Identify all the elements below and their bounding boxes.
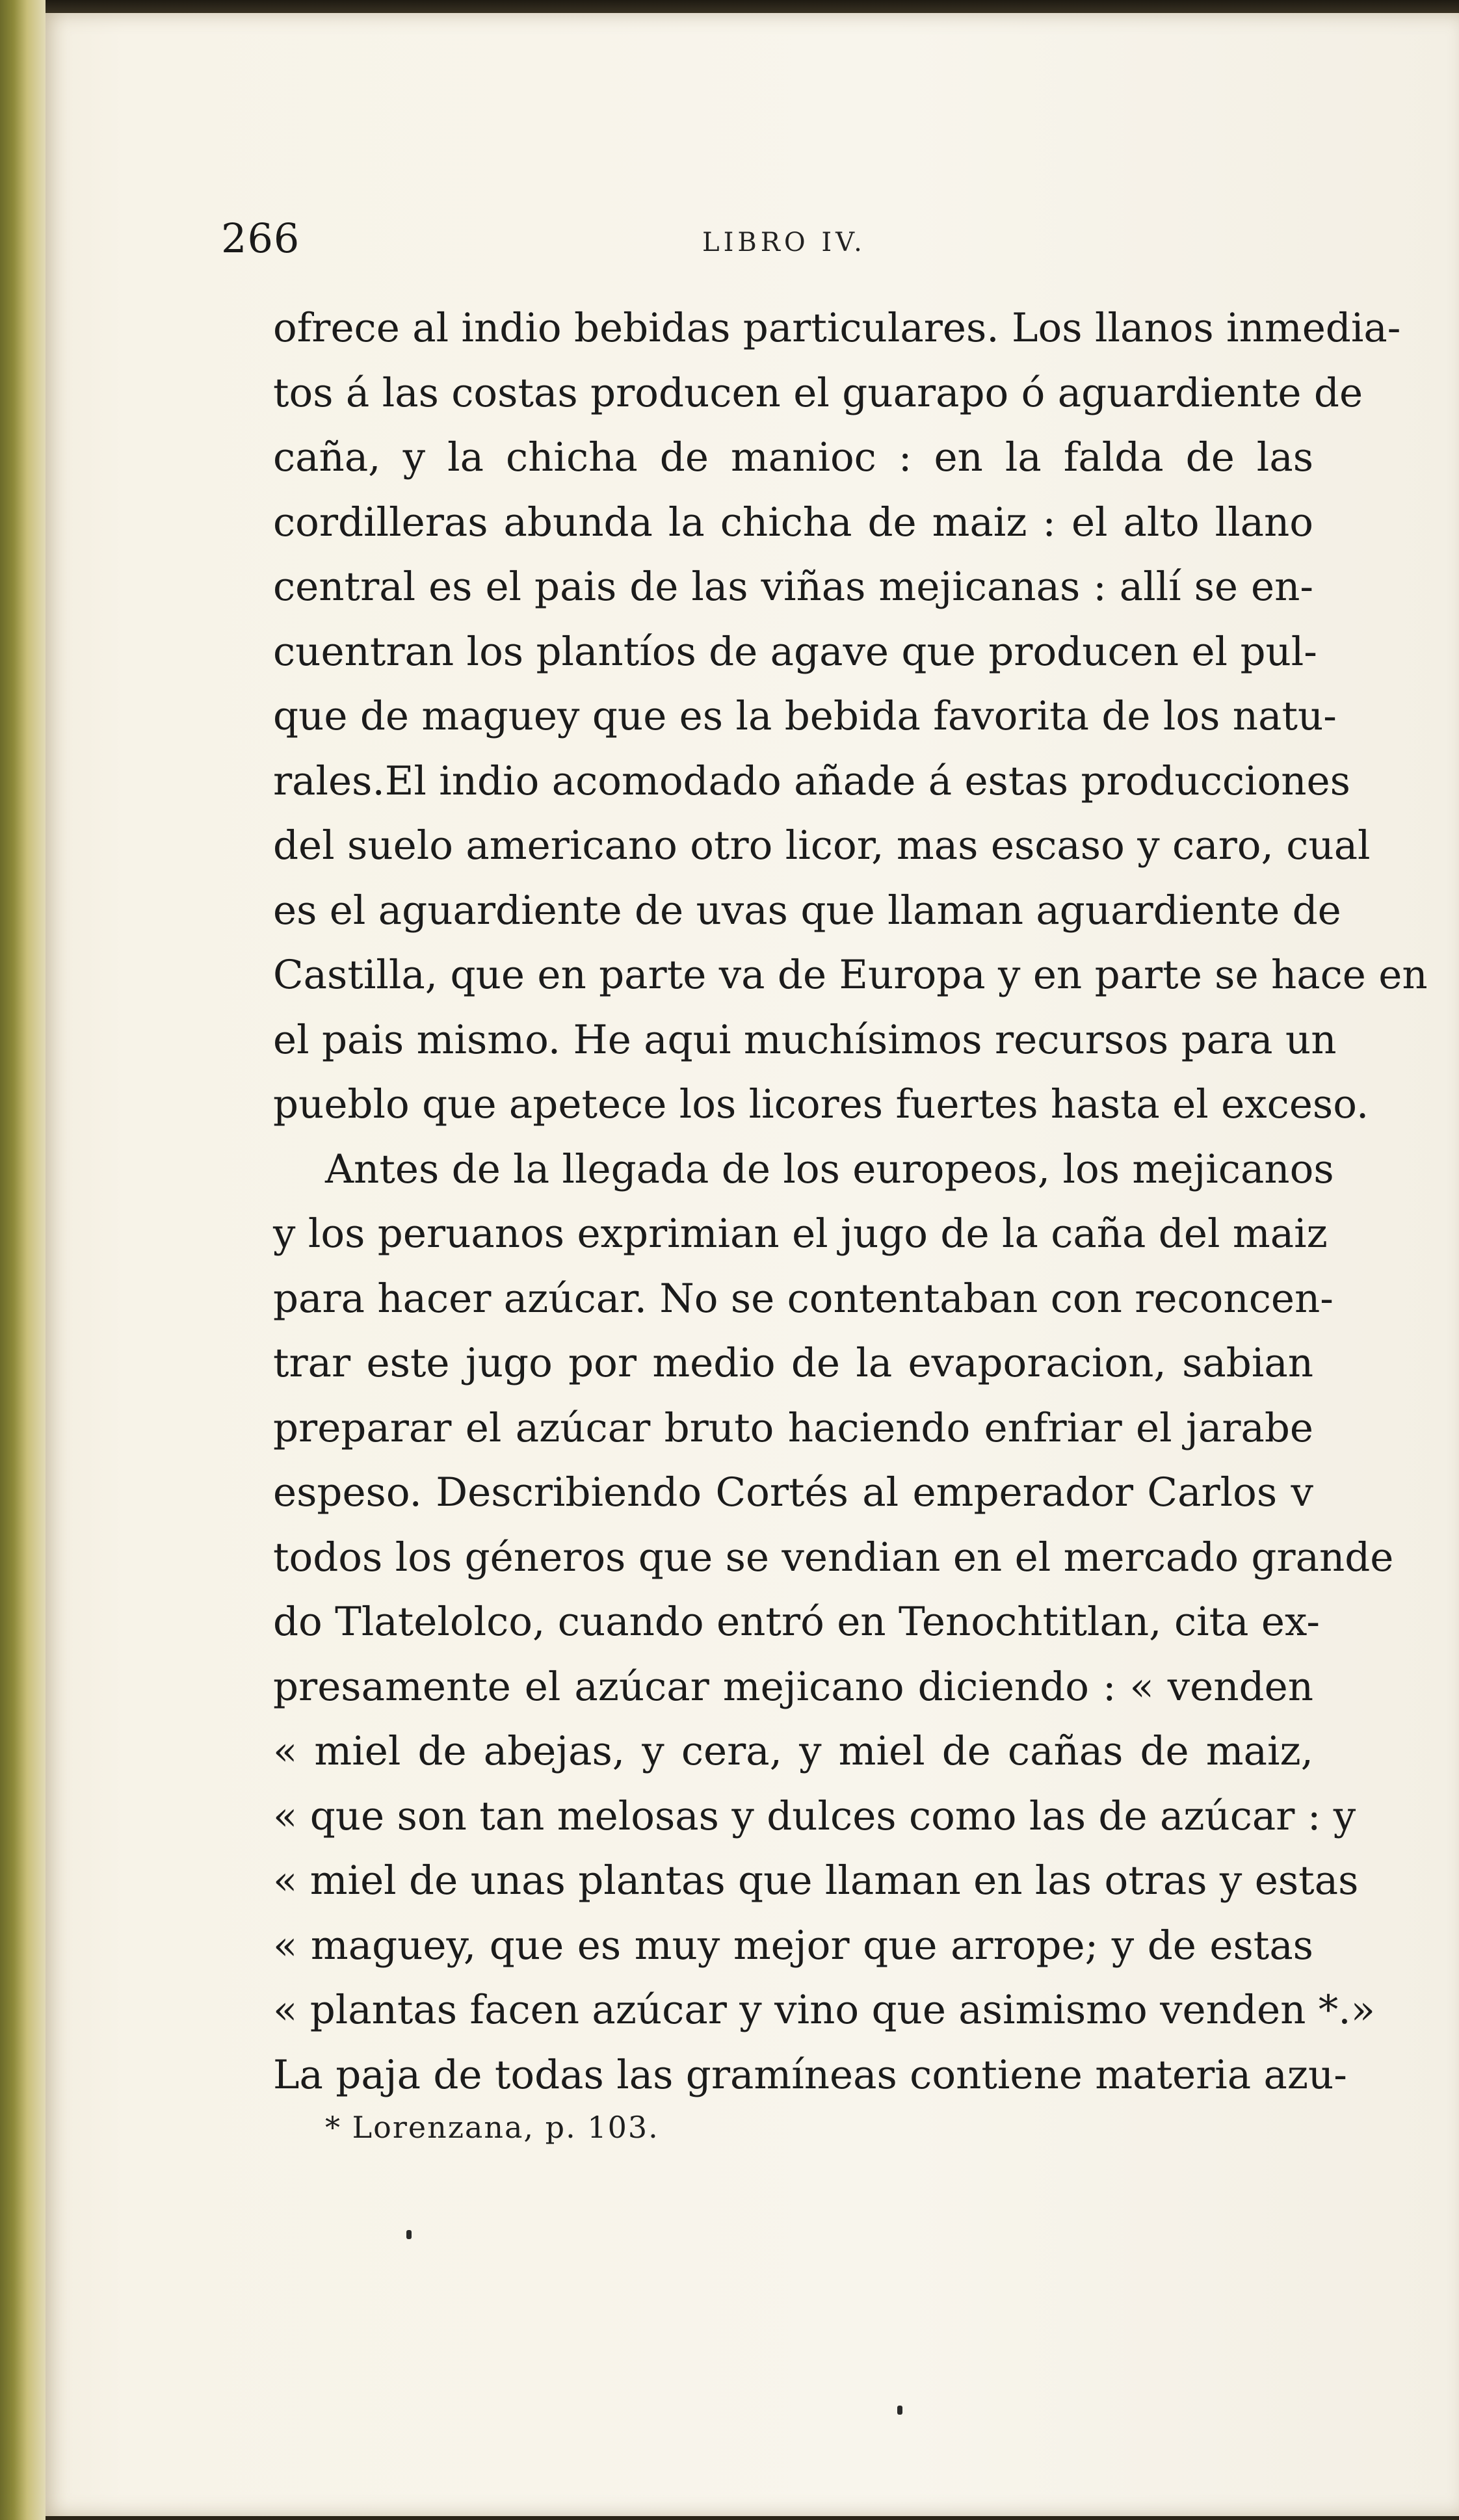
text-line: cuentran los plantíos de agave que producen el pul-: [273, 628, 1317, 675]
text-line: espeso. Describiendo Cortés al emperador Carlos v: [273, 1469, 1313, 1516]
text-line: cordilleras abunda la chicha de maiz : el alto llano: [273, 499, 1313, 545]
footnote: * Lorenzana, p. 103.: [325, 2110, 659, 2145]
text-line: todos los géneros que se vendian en el mercado grande: [273, 1534, 1394, 1581]
quote-line: « que son tan melosas y dulces como las de azúcar : y: [273, 1792, 1356, 1839]
body-text: [273, 296, 1428, 2107]
quote-line: « maguey, que es muy mejor que arrope; y de estas: [273, 1922, 1313, 1969]
text-line: tos á las costas producen el guarapo ó aguardiente de: [273, 369, 1363, 416]
text-line: Castilla, que en parte va de Europa y en parte se hace en: [273, 952, 1428, 998]
quote-line: « miel de unas plantas que llaman en las otras y estas: [273, 1857, 1359, 1904]
quote-line: « miel de abejas, y cera, y miel de cañas de maiz,: [273, 1728, 1313, 1774]
paragraph-start-line: Antes de la llegada de los europeos, los mejicanos: [325, 1146, 1334, 1192]
text-line: preparar el azúcar bruto haciendo enfriar el jarabe: [273, 1404, 1313, 1451]
text-line: que de maguey que es la bebida favorita de los natu-: [273, 693, 1337, 739]
page-speck: [406, 2230, 412, 2239]
top-edge: [0, 0, 1459, 14]
text-line: y los peruanos exprimian el jugo de la caña del maiz: [273, 1211, 1328, 1257]
text-line: el pais mismo. He aqui muchísimos recursos para un: [273, 1016, 1337, 1063]
running-head: LIBRO IV.: [702, 228, 866, 257]
text-line: caña, y la chicha de manioc : en la falda de las: [273, 434, 1313, 480]
page-speck: [897, 2406, 902, 2415]
text-line: para hacer azúcar. No se contentaban con reconcen-: [273, 1275, 1334, 1322]
quote-line: « plantas facen azúcar y vino que asimismo venden *.»: [273, 1987, 1375, 2033]
text-line: pueblo que apetece los licores fuertes hasta el exceso.: [273, 1081, 1369, 1127]
text-line: La paja de todas las gramíneas contiene materia azu-: [273, 2051, 1347, 2098]
text-line: trar este jugo por medio de la evaporacion, sabian: [273, 1340, 1313, 1386]
page-header: [221, 208, 1339, 273]
text-line: rales.El indio acomodado añade á estas producciones: [273, 757, 1350, 804]
text-line: central es el pais de las viñas mejicanas : allí se en-: [273, 564, 1313, 610]
text-line: del suelo americano otro licor, mas escaso y caro, cual: [273, 822, 1371, 869]
page-gutter: [0, 0, 46, 2520]
text-line: do Tlatelolco, cuando entró en Tenochtitlan, cita ex-: [273, 1599, 1320, 1645]
text-line: presamente el azúcar mejicano diciendo : « venden: [273, 1663, 1313, 1710]
text-line: es el aguardiente de uvas que llaman aguardiente de: [273, 887, 1341, 934]
page-number: 266: [221, 215, 300, 262]
text-line: ofrece al indio bebidas particulares. Los llanos inmedia-: [273, 305, 1401, 351]
